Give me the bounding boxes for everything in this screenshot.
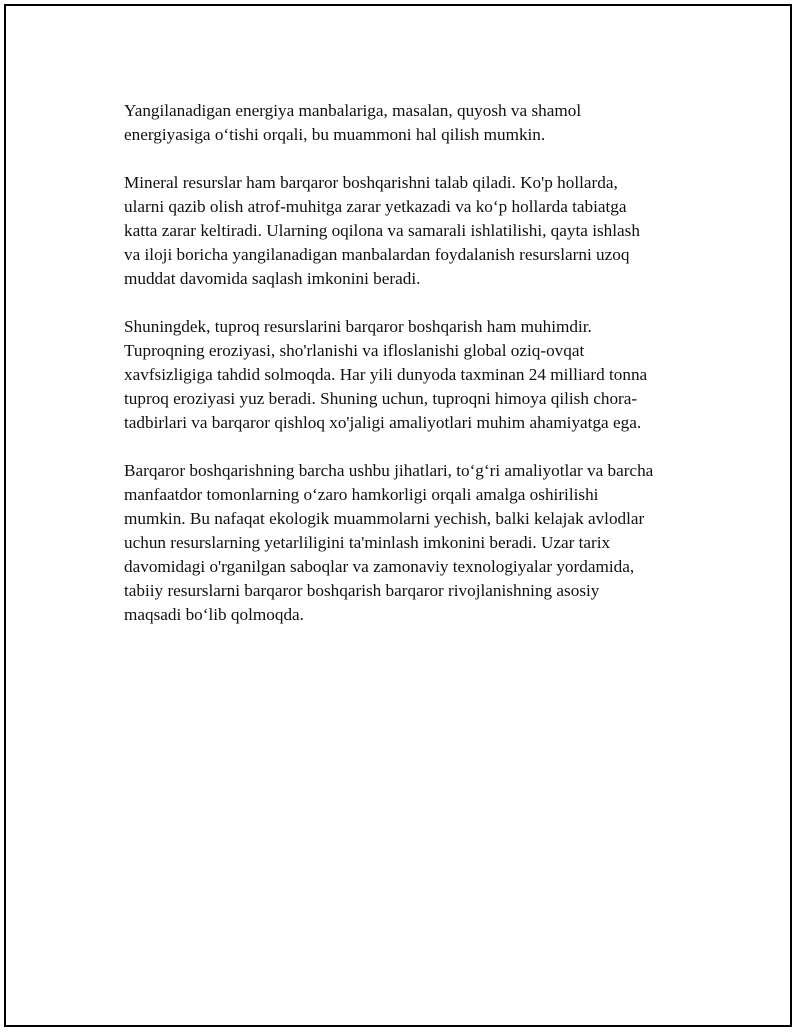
text-line: maqsadi bo‘lib qolmoqda. — [124, 605, 304, 624]
document-body — [124, 99, 704, 651]
page-frame — [4, 4, 792, 1027]
text-line: tuproq eroziyasi yuz beradi. Shuning uchun, tuproqni himoya qilish chora- — [124, 389, 638, 408]
text-line: uchun resurslarning yetarliligini ta'minlash imkonini beradi. Uzar tarix — [124, 533, 611, 552]
text-line: mumkin. Bu nafaqat ekologik muammolarni yechish, balki kelajak avlodlar — [124, 509, 645, 528]
text-line: Barqaror boshqarishning barcha ushbu jihatlari, to‘g‘ri amaliyotlar va barcha — [124, 461, 654, 480]
text-line: tadbirlari va barqaror qishloq xo'jaligi amaliyotlari muhim ahamiyatga ega. — [124, 413, 642, 432]
text-line: Yangilanadigan energiya manbalariga, masalan, quyosh va shamol — [124, 101, 582, 120]
text-line: davomidagi o'rganilgan saboqlar va zamonaviy texnologiyalar yordamida, — [124, 557, 635, 576]
text-line: energiyasiga o‘tishi orqali, bu muammoni hal qilish mumkin. — [124, 125, 546, 144]
text-line: manfaatdor tomonlarning o‘zaro hamkorligi orqali amalga oshirilishi — [124, 485, 599, 504]
text-line: Shuningdek, tuproq resurslarini barqaror boshqarish ham muhimdir. — [124, 317, 592, 336]
text-line: ularni qazib olish atrof-muhitga zarar yetkazadi va ko‘p hollarda tabiatga — [124, 197, 627, 216]
paragraph-2 — [124, 171, 704, 291]
paragraph-3 — [124, 315, 704, 435]
text-line: tabiiy resurslarni barqaror boshqarish barqaror rivojlanishning asosiy — [124, 581, 600, 600]
paragraph-1 — [124, 99, 704, 147]
text-line: va iloji boricha yangilanadigan manbalardan foydalanish resurslarni uzoq — [124, 245, 630, 264]
paragraph-4 — [124, 459, 704, 627]
text-line: xavfsizligiga tahdid solmoqda. Har yili dunyoda taxminan 24 milliard tonna — [124, 365, 648, 384]
text-line: katta zarar keltiradi. Ularning oqilona va samarali ishlatilishi, qayta ishlash — [124, 221, 640, 240]
text-line: Tuproqning eroziyasi, sho'rlanishi va ifloslanishi global oziq-ovqat — [124, 341, 585, 360]
text-line: muddat davomida saqlash imkonini beradi. — [124, 269, 421, 288]
text-line: Mineral resurslar ham barqaror boshqarishni talab qiladi. Ko'p hollarda, — [124, 173, 618, 192]
